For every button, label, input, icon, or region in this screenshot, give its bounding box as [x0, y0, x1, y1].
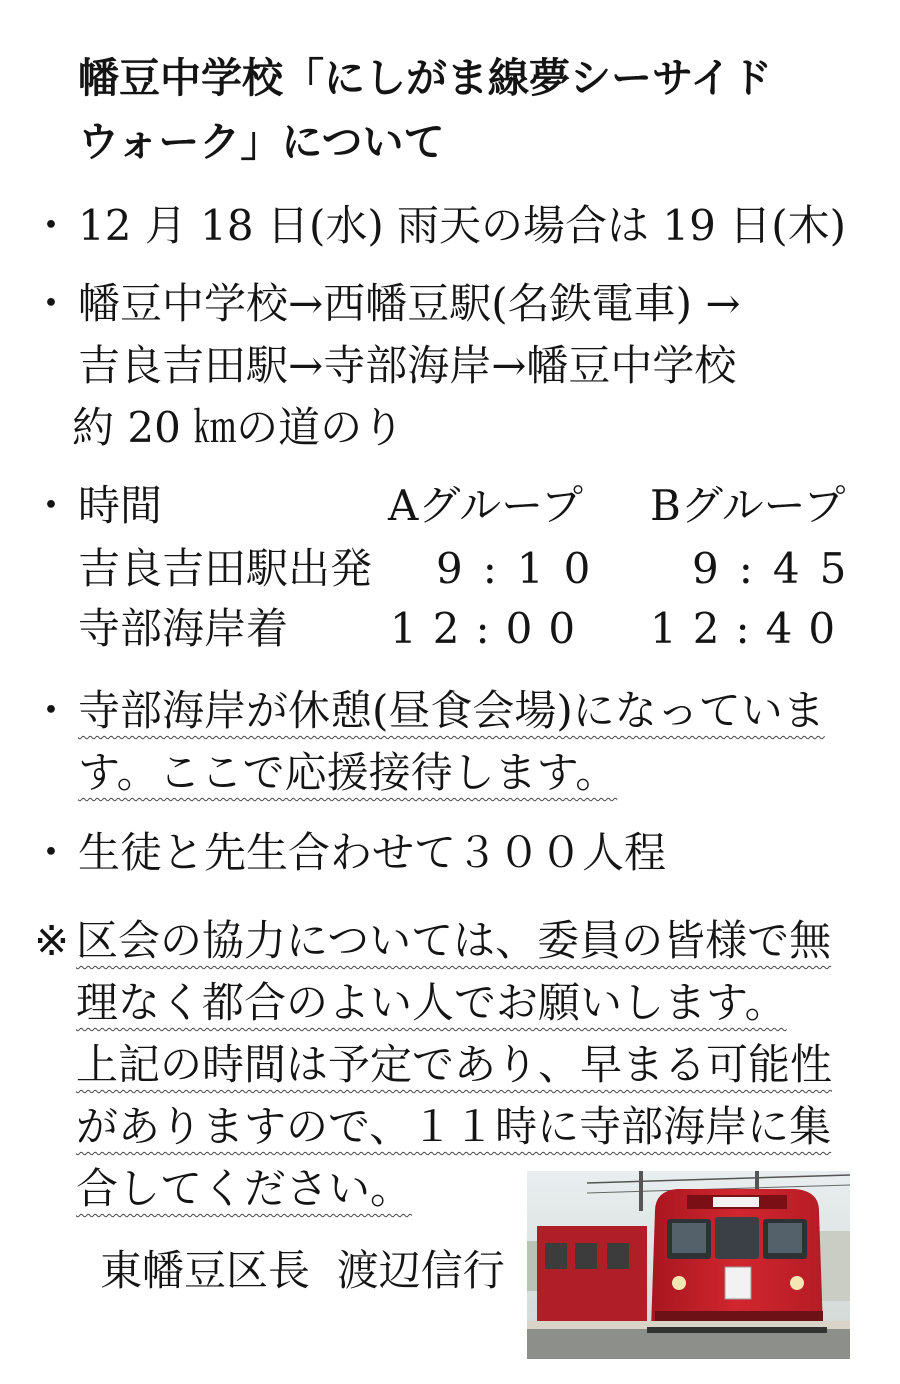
note-mark: ※ [34, 916, 70, 965]
schedule-row-a-time: 9:10 [436, 544, 611, 593]
route-distance: 約 20 ㎞の道のり [72, 403, 405, 452]
rest-line-1: 寺部海岸が休憩(昼食会場)になっていま [78, 686, 825, 735]
note-line-4: がありますので、１１時に寺部海岸に集 [76, 1102, 832, 1151]
date-text: 12 月 18 日(水) 雨天の場合は 19 日(木) [78, 201, 846, 250]
route-line-2: 吉良吉田駅→寺部海岸→幡豆中学校 [78, 341, 737, 390]
note-line-1: 区会の協力については、委員の皆様で無 [76, 916, 832, 965]
schedule-row-b-time: 9:45 [692, 544, 867, 593]
route-line-1: 幡豆中学校→西幡豆駅(名鉄電車) → [78, 279, 741, 328]
date-bullet: ・ [30, 201, 73, 250]
schedule-col-a: Aグループ [388, 481, 583, 530]
schedule-bullet: ・ [30, 481, 73, 530]
rest-bullet: ・ [30, 686, 73, 735]
schedule-label: 時間 [78, 481, 163, 530]
participants-bullet: ・ [30, 828, 73, 877]
signature: 東幡豆区長 渡辺信行 [100, 1246, 505, 1295]
red-train-photo [527, 1171, 850, 1359]
schedule-row-event: 寺部海岸着 [78, 604, 289, 653]
schedule-col-b: Bグループ [650, 481, 846, 530]
title-line-1: 幡豆中学校「にしがま線夢シーサイド [78, 54, 773, 102]
schedule-row-b-time: 12:40 [650, 604, 852, 653]
note-line-2: 理なく都合のよい人でお願いします。 [76, 978, 787, 1027]
note-line-3: 上記の時間は予定であり、早まる可能性 [76, 1040, 833, 1089]
rest-line-2: す。ここで応援接待します。 [78, 748, 618, 797]
participants-text: 生徒と先生合わせて３００人程 [78, 828, 667, 877]
route-bullet: ・ [30, 279, 73, 328]
schedule-row-event: 吉良吉田駅出発 [78, 544, 373, 593]
title-line-2: ウォーク」について [78, 118, 445, 166]
note-line-5: 合してください。 [76, 1164, 413, 1213]
schedule-row-a-time: 12:00 [390, 604, 592, 653]
